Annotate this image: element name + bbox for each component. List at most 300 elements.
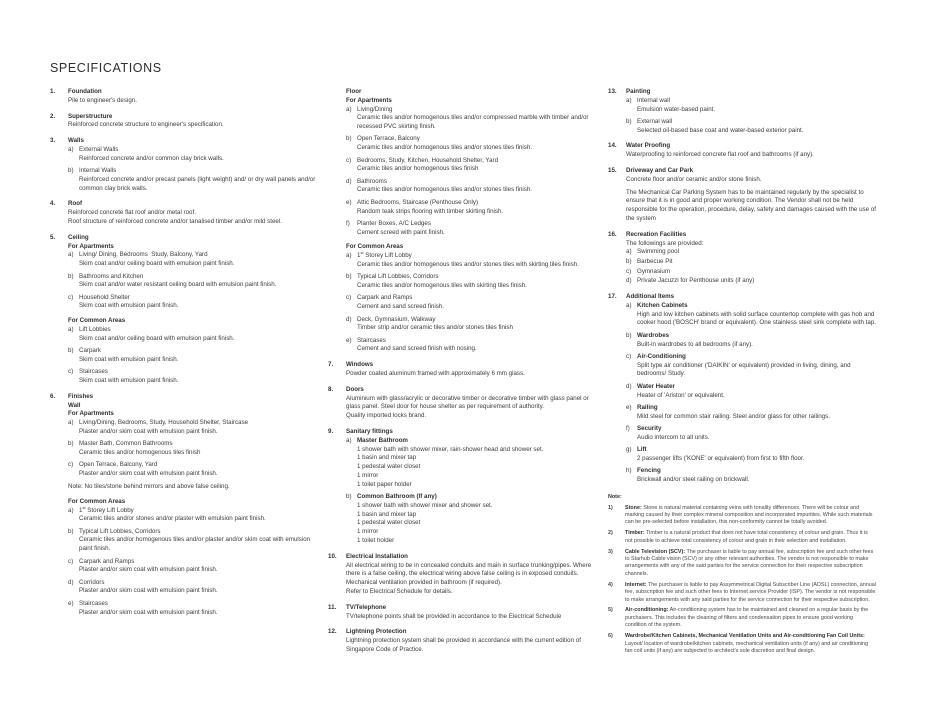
item-letter: g) (626, 445, 632, 453)
item-title: Carpark and Ramps (79, 557, 135, 565)
section-number: 2. (50, 112, 56, 120)
paragraph-line: Waterproofing to reinforced concrete flat roof and bathrooms (if any). (626, 151, 814, 159)
item-description: 1 mirror (357, 528, 379, 536)
item-description: 1 pedestal water closet (357, 463, 421, 471)
item-title: Open Terrace, Balcony, Yard (79, 461, 158, 469)
paragraph-line: All electrical wiring to be in concealed conduits and main in surface trunking/pipes. Where there is a false ceiling, the electrical wiring above false ceiling is in exposed conduits. (346, 561, 592, 578)
item-description: Random teak strips flooring with timber skirting finish. (357, 207, 504, 215)
section-heading (328, 428, 596, 437)
note (608, 549, 876, 579)
section-heading (50, 88, 318, 97)
list-item (68, 167, 318, 193)
item-letter: a) (68, 251, 74, 259)
list-item (68, 528, 318, 554)
paragraph (346, 395, 596, 421)
paragraph (346, 637, 596, 655)
notes-heading: Note: (608, 493, 622, 500)
paragraph (626, 189, 876, 224)
section-body (68, 97, 318, 106)
item-description: Skim coat and/or ceiling board with emulsion paint finish. (79, 334, 235, 342)
section-title: Foundation (68, 88, 102, 95)
column-3 (608, 88, 876, 655)
note-label: Stone: (625, 504, 642, 511)
item-description: High and low kitchen cabinets with solid surface countertop complete with gas hob and cooker hood ('BOSCH' brand or equivalent). One stainless steel sink complete with tap. (637, 310, 876, 327)
item-letter: c) (626, 267, 632, 275)
item-title: Corridors (79, 578, 105, 586)
note-number: 3) (608, 548, 613, 555)
item-title: External wall (637, 117, 673, 125)
paragraph (346, 613, 596, 622)
item-title: Railing (637, 403, 658, 411)
section-number: 6. (50, 392, 56, 400)
section-title: Recreation Facilities (626, 230, 687, 238)
item-title: Typical Lift Lobbies, Corridors (357, 273, 439, 281)
section-title: Superstructure (68, 112, 113, 120)
list-item (626, 268, 876, 277)
section-number: 14. (608, 142, 617, 150)
item-letter: b) (346, 493, 352, 501)
item-description: Ceramic tiles and/or homogenous tiles and/or plaster and/or skim coat with emulsion paint finish. (79, 536, 311, 553)
section (328, 386, 596, 421)
section-number: 11. (328, 603, 337, 611)
section-heading (328, 628, 596, 637)
section-title: Ceiling (68, 233, 89, 241)
item-title: Swimming pool (637, 248, 679, 256)
section-heading (608, 88, 876, 97)
item-title: Staircases (357, 336, 386, 344)
section (328, 553, 596, 597)
section-heading (328, 603, 596, 613)
item-description: Brickwall and/or steel railing on brickwall. (637, 475, 750, 483)
item-title: Security (637, 424, 662, 432)
subsection-heading: For Common Areas (68, 497, 126, 505)
item-title: Typical Lift Lobbies, Corridors (79, 527, 161, 535)
list-item (346, 199, 596, 217)
section (608, 231, 876, 286)
list-item (626, 446, 876, 464)
list-item (626, 404, 876, 422)
section-heading (50, 392, 318, 402)
section (608, 142, 876, 160)
item-letter: d) (346, 315, 352, 323)
section-body (626, 302, 876, 485)
item-letter: c) (68, 557, 74, 565)
section-title: Roof (68, 200, 83, 208)
column-2 (328, 88, 596, 662)
section-body (346, 637, 596, 655)
paragraph (346, 562, 596, 597)
item-description: Skim coat and/or water resistant ceiling board with emulsion paint finish. (79, 281, 277, 289)
section-number: 7. (328, 361, 334, 369)
section-heading (328, 385, 596, 395)
item-title: Staircases (79, 368, 108, 376)
paragraph (626, 240, 876, 249)
section-title: Finishes (68, 392, 94, 400)
list-item (68, 440, 318, 458)
item-title: Carpark (79, 347, 102, 355)
item-title: Air-Conditioning (637, 352, 686, 360)
column-1 (50, 88, 318, 624)
section (50, 88, 318, 106)
item-description: Ceramic tiles and/or homogenous tiles and/or stones tiles finish. (357, 186, 533, 194)
list-item (346, 437, 596, 490)
item-letter: b) (626, 258, 632, 266)
section-title: Painting (626, 88, 651, 95)
section-heading (50, 137, 318, 146)
list-item (68, 461, 318, 479)
page-title: SPECIFICATIONS (50, 61, 162, 75)
note (608, 530, 876, 545)
item-title: Water Heater (637, 382, 675, 390)
section-body (68, 209, 318, 227)
list-item (346, 294, 596, 312)
item-title: Household Shelter (79, 293, 130, 301)
subsection-heading: For Common Areas (68, 317, 126, 325)
item-letter: a) (626, 248, 632, 256)
section-body (346, 562, 596, 597)
section-title: Windows (346, 361, 374, 369)
list-item (68, 146, 318, 164)
item-letter: a) (346, 252, 352, 260)
item-description: 1 mirror (357, 471, 379, 479)
list-item (346, 493, 596, 546)
section-number: 4. (50, 200, 56, 208)
item-description: Cement screed with paint finish. (357, 228, 445, 236)
section-title: Driveway and Car Park (626, 167, 694, 175)
item-description: Timber strip and/or ceramic tiles and/or stones tiles finish (357, 324, 513, 332)
note-number: 1) (608, 504, 613, 511)
note-number: 2) (608, 530, 613, 537)
item-description: Reinforced concrete and/or common clay brick walls. (79, 154, 224, 162)
section-body (626, 151, 876, 160)
item-letter: f) (346, 219, 350, 227)
item-letter: b) (68, 440, 74, 448)
list-item (68, 347, 318, 365)
paragraph-line: Aluminium with glass/acrylic or decorative timber or decorative timber with glass panel or glass panel. Steel door for house shelter as per requirement of authority. (346, 394, 589, 411)
section (50, 393, 318, 618)
section-body (68, 121, 318, 130)
note-text: The purchaser is liable to pay annual fee, subscription fee and such other fees to Starhub Cable vision (SCV) or any other relevant authorities. The vendor is not responsible to make arrangements with any of the said parties for the service connection for their respective subscription channels. (625, 548, 874, 577)
paragraph-line: Powder coated aluminum framed with approximately 6 mm glass. (346, 370, 525, 378)
paragraph-line: The Mechanical Car Parking System has to be maintained regularly by the specialist to ensure that it is in good and proper working condition. The Vendor shall not be held responsible for the operation, procedure, delay, safety and damages caused with the use of the system (626, 188, 876, 223)
section (608, 293, 876, 485)
list-item (626, 353, 876, 379)
section-title: Water Proofing (626, 142, 671, 150)
list-item (68, 579, 318, 597)
paragraph-line: Reinforced concrete structure to engineer's specification. (68, 121, 224, 129)
item-title: Master Bath, Common Bathrooms (79, 440, 173, 448)
paragraph (68, 483, 318, 492)
item-description: Heater of 'Ariston' or equivalent. (637, 391, 725, 399)
item-description: 1 shower bath with shower mixer, rain-shower head and shower set. (357, 445, 544, 453)
item-description: 1 pedestal water closet (357, 519, 421, 527)
item-letter: f) (626, 424, 630, 432)
note-label: Air-conditioning: (625, 607, 669, 614)
note-text: Stone is natural material containing veins with tonality differences. There will be colour and marking caused by their complex mineral composition and incorporated impurities. While such materials can be pre-selected before installation, this non-conformity cannot be totally avoided. (625, 504, 873, 526)
section-number: 1. (50, 88, 56, 95)
item-letter: h) (626, 467, 632, 475)
note-text: Layout/ location of wardrobe/kitchen cabinets, mechanical ventilation units (if any) and air conditioning fan coil units (if any) are subjected to architect's sole discretion and final design. (625, 640, 869, 654)
list-item (346, 220, 596, 238)
item-description: Skim coat with emulsion paint finish. (79, 355, 179, 363)
section (50, 137, 318, 193)
section-title: Lightning Protection (346, 628, 407, 636)
section (328, 88, 596, 354)
item-description: Split type air conditioner ('DAIKIN' or equivalent) provided in living, dining, and bedrooms/ Study. (637, 361, 851, 378)
item-description: Plaster and/or skim coat with emulsion paint finish. (79, 608, 218, 616)
item-title: External Walls (79, 145, 119, 153)
item-title: Carpark and Ramps (357, 294, 413, 302)
list-item (68, 600, 318, 618)
section-number: 12. (328, 628, 337, 636)
section-title: Walls (68, 137, 84, 145)
item-letter: e) (68, 599, 74, 607)
note (608, 633, 876, 655)
section (608, 88, 876, 135)
note-text: Timber is a natural product that does not have total consistency of colour and grain. Thus it is not possible to achieve total consistency of colour and grain in their selection and installation. (625, 530, 868, 544)
item-letter: a) (346, 436, 352, 444)
paragraph-line: Concrete floor and/or ceramic and/or stone finish. (626, 175, 762, 183)
list-item (68, 558, 318, 576)
item-title: Open Terrace, Balcony (357, 135, 420, 143)
item-description: Emulsion water-based paint. (637, 105, 716, 113)
section-heading (50, 112, 318, 122)
item-title: Lift (637, 445, 647, 453)
item-letter: d) (626, 277, 632, 285)
section-heading (608, 167, 876, 176)
paragraph (626, 151, 876, 160)
list-item (346, 316, 596, 334)
item-description: Plaster and/or skim coat with emulsion paint finish. (79, 428, 218, 435)
item-title: Planter Boxes, A/C Ledges (357, 219, 431, 227)
section-body (346, 88, 596, 354)
item-description: Ceramic tiles and/or homogenous tiles finish (357, 165, 479, 173)
section-heading (50, 233, 318, 243)
item-description: Built-in wardrobes to all bedrooms (if any). (637, 340, 753, 348)
item-title: Barbecue Pit (637, 258, 673, 266)
note-label: Internet: (625, 581, 647, 588)
list-item (68, 326, 318, 344)
section-number: 3. (50, 137, 56, 145)
paragraph (346, 370, 596, 379)
item-letter: d) (346, 177, 352, 185)
subsection-heading: For Apartments (68, 242, 114, 250)
note-label: Wardrobe/Kitchen Cabinets, Mechanical Ventilation Units and Air-conditioning Fan Coil Units: (625, 633, 865, 640)
item-description: 2 passenger lifts ('KONE' or equivalent) from first to fifth floor. (637, 454, 805, 462)
item-letter: c) (68, 461, 74, 469)
item-letter: b) (68, 347, 74, 355)
list-item (68, 504, 318, 525)
section-number: 9. (328, 428, 334, 435)
item-description: Reinforced concrete and/or precast panels (light weight) and/ or dry wall panels and/or common clay brick walls. (79, 175, 316, 192)
item-description: Ceramic tiles and/or homogenous tiles finish (79, 449, 201, 457)
section (328, 604, 596, 622)
item-letter: a) (626, 96, 632, 104)
list-item (68, 294, 318, 312)
list-item (68, 368, 318, 386)
list-item (346, 178, 596, 196)
section-heading (328, 361, 596, 370)
item-title: Attic Bedrooms, Staircase (Penthouse Only) (357, 198, 479, 206)
item-letter: e) (346, 198, 352, 206)
section-heading (50, 200, 318, 209)
item-title: Staircases (79, 599, 108, 607)
section-title: TV/Telephone (346, 603, 387, 611)
section (328, 628, 596, 654)
item-description: Plaster and/or skim coat with emulsion paint finish. (79, 566, 218, 574)
list-item (626, 277, 876, 286)
paragraph-line: Quality imported locks brand. (346, 412, 427, 420)
section-body (346, 370, 596, 379)
section (50, 200, 318, 226)
item-letter: c) (68, 368, 74, 376)
item-letter: d) (68, 578, 74, 586)
subsection-heading: For Apartments (346, 96, 392, 104)
section-number: 10. (328, 552, 337, 560)
section-body (346, 437, 596, 546)
paragraph-line: Refer to Electrical Schedule for details. (346, 588, 453, 596)
item-description: Ceramic tiles and/or homogenous tiles and/or compressed marble with timber and/or recessed PVC skirting finish. (357, 114, 589, 131)
ordinal-superscript: st (82, 504, 86, 510)
section (50, 234, 318, 386)
section-number: 15. (608, 167, 617, 175)
note-number: 6) (608, 633, 613, 640)
paragraph-line: Mechanical ventilation provided in bathroom (if required). (346, 579, 502, 587)
note-label: Timber: (625, 530, 645, 537)
section-body (346, 613, 596, 622)
list-item (626, 425, 876, 443)
item-letter: a) (626, 301, 632, 309)
section-number: 8. (328, 385, 334, 393)
list-item (626, 332, 876, 350)
paragraph-line: Lightning protection system shall be provided in accordance with the current edition of Singapore Code of Practice. (346, 637, 581, 654)
item-letter: b) (68, 167, 74, 175)
item-title: Deck, Gymnasium, Walkway (357, 315, 436, 323)
note (608, 505, 876, 527)
section (328, 428, 596, 546)
item-description: Skim coat with emulsion paint finish. (79, 377, 179, 385)
paragraph (68, 97, 318, 106)
note (608, 607, 876, 629)
paragraph-line: The followings are provided: (626, 239, 704, 247)
item-letter: b) (626, 331, 632, 339)
note-text: Air-conditioning system has to be maintained and cleaned on a regular basis by the purchasers. This includes the cleaning of filters and condensation pipes to ensure good working condition of the system. (625, 607, 869, 629)
item-letter: a) (68, 506, 74, 514)
item-title: Bathrooms and Kitchen (79, 272, 144, 280)
item-title: Lift Lobbies (79, 326, 111, 334)
paragraph (626, 176, 876, 185)
item-title: Kitchen Cabinets (637, 301, 688, 309)
section-title: Sanitary fittings (346, 428, 393, 435)
item-letter: e) (346, 336, 352, 344)
item-letter: b) (68, 272, 74, 280)
item-title: 1st Storey Lift Lobby (79, 504, 134, 514)
item-title: Fencing (637, 467, 661, 475)
notes (608, 494, 876, 656)
item-letter: c) (626, 352, 632, 360)
list-item (346, 252, 596, 270)
list-item (68, 251, 318, 269)
note-text: The purchaser is liable to pay Assymmetrical Digital Subscriber Line (ADSL) connection, annual fee, subscription fee and such other fees to Internet service Provider (ISP). The vendor is not responsible to make arrangements with any said parties for the service connection for their respective subscription. (625, 581, 876, 603)
item-description: Cement and sand screed finish. (357, 303, 445, 311)
section-body (68, 243, 318, 386)
list-item (346, 157, 596, 175)
item-letter: c) (346, 156, 352, 164)
section-body (68, 146, 318, 193)
note-label: Cable Television (SCV): (625, 548, 686, 555)
list-item (346, 135, 596, 153)
paragraph-line: Reinforced concrete flat roof and/or metal roof. (68, 209, 196, 217)
item-title: Wardrobes (637, 331, 670, 339)
item-letter: a) (68, 419, 74, 427)
section-heading (608, 142, 876, 151)
subsection-heading: For Apartments (68, 410, 114, 418)
paragraph-line: Note: No tiles/stone behind mirrors and above false ceiling. (68, 482, 230, 490)
item-letter: b) (626, 117, 632, 125)
item-letter: b) (346, 135, 352, 143)
item-description: Ceramic tiles and/or homogenous tiles and/or stones tiles with skirting tiles finish. (357, 261, 579, 269)
list-item (626, 467, 876, 485)
list-item (626, 118, 876, 136)
item-letter: e) (626, 403, 632, 411)
subsection-heading: Wall (68, 401, 81, 409)
section-body (68, 402, 318, 618)
item-description: 1 basin and mixer tap (357, 510, 417, 518)
item-description: Cement and sand screed finish with nosing. (357, 345, 477, 353)
section-title: Additional Items (626, 293, 675, 301)
item-letter: d) (626, 382, 632, 390)
paragraph-line: Pile to engineer's design. (68, 96, 137, 104)
section-body (626, 240, 876, 286)
item-title: Master Bathroom (357, 436, 408, 444)
item-title: Internal wall (637, 96, 671, 104)
note-number: 4) (608, 581, 613, 588)
item-title: 1st Storey Lift Lobby (357, 250, 412, 260)
item-description: Skim coat with emulsion paint finish. (79, 302, 179, 310)
note-number: 5) (608, 607, 613, 614)
item-letter: b) (346, 273, 352, 281)
item-description: 1 toilet paper holder (357, 480, 412, 488)
paragraph-line: Roof structure of reinforced concrete and/or tanalised timber and/or mild steel. (68, 218, 282, 226)
note (608, 582, 876, 604)
ordinal-superscript: st (360, 250, 364, 256)
section-number: 17. (608, 293, 617, 301)
subsection-heading: For Common Areas (346, 243, 404, 251)
item-title: Bedrooms, Study, Kitchen, Household Shelter, Yard (357, 156, 499, 164)
list-item (346, 106, 596, 132)
section-number: 16. (608, 230, 617, 238)
section-body (626, 176, 876, 224)
item-description: Ceramic tiles and/or stones and/or plaster with emulsion paint finish. (79, 515, 266, 523)
section-heading (328, 552, 596, 562)
list-item (626, 248, 876, 257)
section-body (346, 395, 596, 421)
item-description: Plaster and/or skim coat with emulsion paint finish. (79, 587, 218, 595)
item-title: Living/Dining, Bedrooms, Study, Household Shelter, Staircase (79, 419, 249, 427)
section (328, 361, 596, 379)
list-item (626, 302, 876, 328)
item-letter: a) (346, 105, 352, 113)
list-item (68, 273, 318, 291)
item-letter: c) (68, 293, 74, 301)
section-heading (608, 230, 876, 240)
item-title: Living/Dining (357, 105, 393, 113)
list-item (626, 258, 876, 267)
section-number: 13. (608, 88, 617, 95)
item-title: Internal Walls (79, 167, 117, 175)
item-description: Ceramic tiles and/or homogenous tiles and/or stones tiles finish. (357, 144, 533, 152)
section-number: 5. (50, 233, 56, 241)
